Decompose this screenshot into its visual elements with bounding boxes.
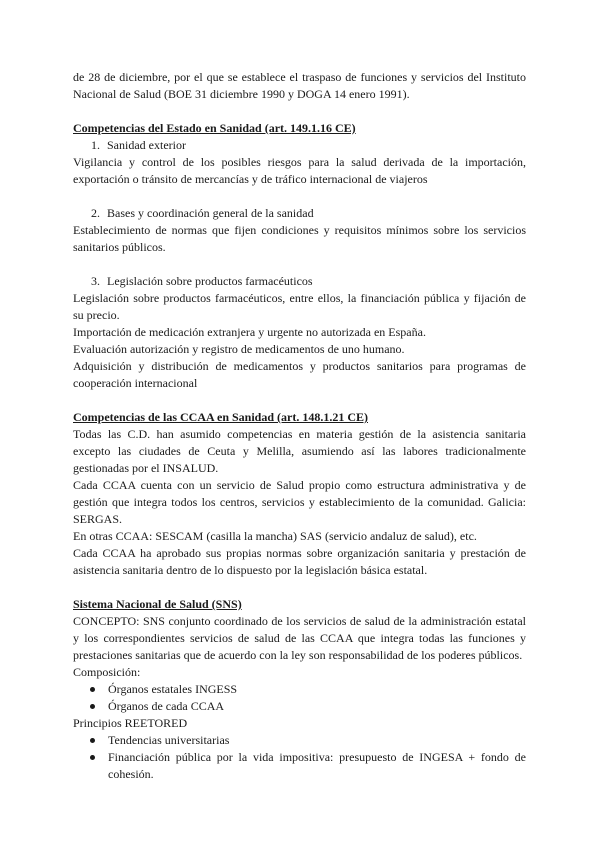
ccaa-paragraph-3: En otras CCAA: SESCAM (casilla la mancha) SAS (servicio andaluz de salud), etc. (73, 529, 477, 543)
estado-item-3-text-1: Legislación sobre productos farmacéuticos, entre ellos, la financiación pública y fijación de su precio. (73, 291, 526, 322)
item-number: 3. (91, 274, 100, 288)
estado-item-1-text: Vigilancia y control de los posibles riesgos para la salud derivada de la importación, exportación o tránsito de mercancías y de tráfico internacional de viajeros (73, 155, 526, 186)
sns-composicion-label: Composición: (73, 665, 141, 679)
bullet-icon (90, 687, 95, 692)
item-title: Bases y coordinación general de la sanidad (107, 206, 314, 220)
estado-item-1 (73, 137, 526, 154)
sns-principios-label: Principios REETORED (73, 716, 188, 730)
estado-item-3-text-2: Importación de medicación extranjera y urgente no autorizada en España. (73, 325, 426, 339)
estado-item-3 (73, 273, 526, 290)
bullet-text: Órganos estatales INGESS (108, 682, 238, 696)
ccaa-paragraph-4: Cada CCAA ha aprobado sus propias normas sobre organización sanitaria y prestación de asistencia sanitaria dentro de lo dispuesto por la legislación básica estatal. (73, 546, 526, 577)
bullet-icon (90, 738, 95, 743)
ccaa-paragraph-2: Cada CCAA cuenta con un servicio de Salud propio como estructura administrativa y de gestión que integra todos los centros, servicios y establecimiento de la comunidad. Galicia: SERGAS. (73, 478, 526, 526)
estado-item-2-text: Establecimiento de normas que fijen condiciones y requisitos mínimos sobre los servicios sanitarios públicos. (73, 223, 526, 254)
item-title: Sanidad exterior (107, 138, 186, 152)
bullet-text: Financiación pública por la vida impositiva: presupuesto de INGESA + fondo de cohesión. (108, 750, 526, 781)
bullet-text: Tendencias universitarias (108, 733, 230, 747)
item-number: 1. (91, 138, 100, 152)
principios-bullet-1 (73, 732, 526, 749)
estado-item-3-text-4: Adquisición y distribución de medicamentos y productos sanitarios para programas de cooperación internacional (73, 359, 526, 390)
intro-paragraph: de 28 de diciembre, por el que se establece el traspaso de funciones y servicios del Instituto Nacional de Salud (BOE 31 diciembre 1990 y DOGA 14 enero 1991). (73, 70, 526, 101)
bullet-icon (90, 704, 95, 709)
ccaa-heading: Competencias de las CCAA en Sanidad (art. 148.1.21 CE) (73, 410, 369, 424)
ccaa-paragraph-1: Todas las C.D. han asumido competencias en materia gestión de la asistencia sanitaria excepto las ciudades de Ceuta y Melilla, asumiendo así las labores tradicionalmente gestionadas por el INSALUD. (73, 427, 526, 475)
estado-heading: Competencias del Estado en Sanidad (art. 149.1.16 CE) (73, 121, 356, 135)
item-title: Legislación sobre productos farmacéuticos (107, 274, 313, 288)
item-number: 2. (91, 206, 100, 220)
estado-item-3-text-3: Evaluación autorización y registro de medicamentos de uno humano. (73, 342, 405, 356)
composicion-bullet-2 (73, 698, 526, 715)
bullet-text: Órganos de cada CCAA (108, 699, 225, 713)
principios-bullet-2 (73, 749, 526, 783)
sns-heading: Sistema Nacional de Salud (SNS) (73, 597, 242, 611)
sns-concepto: CONCEPTO: SNS conjunto coordinado de los servicios de salud de la administración estatal y los correspondientes servicios de salud de las CCAA que integra todas las funciones y prestaciones sanitarias que de acuerdo con la ley son responsabilidad de los poderes públicos. (73, 614, 526, 662)
estado-item-2 (73, 205, 526, 222)
bullet-icon (90, 755, 95, 760)
composicion-bullet-1 (73, 681, 526, 698)
document-body (73, 69, 526, 783)
